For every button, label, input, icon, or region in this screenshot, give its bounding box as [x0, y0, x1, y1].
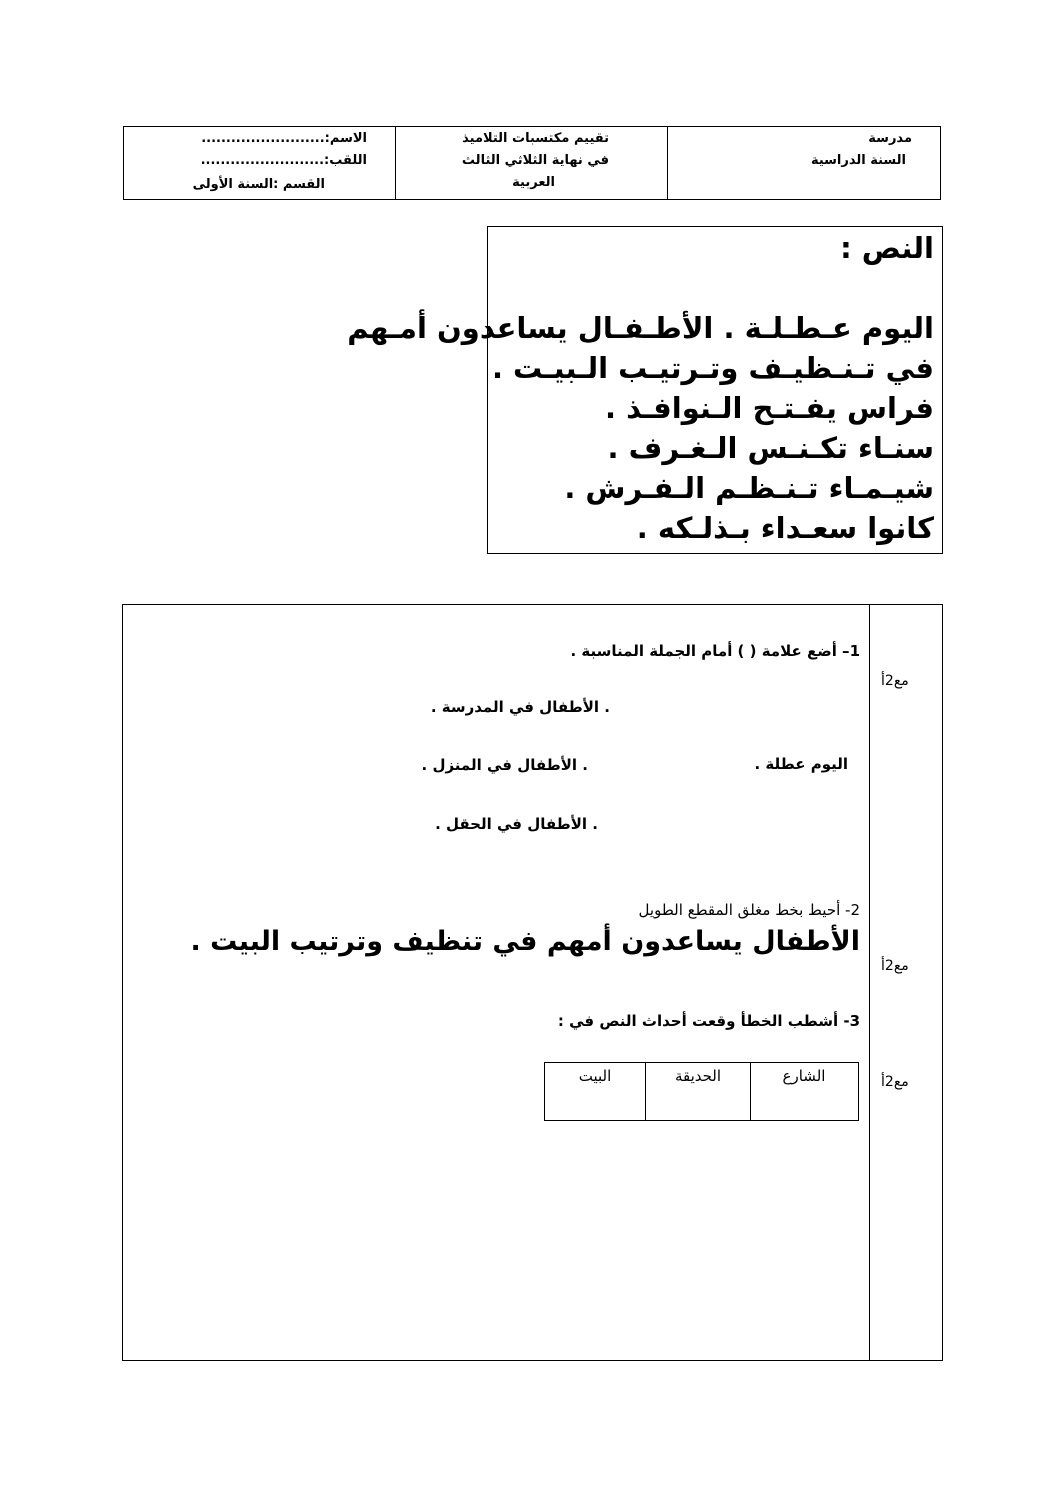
criterion-label: مع2أ	[881, 958, 909, 974]
criterion-label: مع2أ	[881, 673, 909, 689]
question-1-prompt: 1– أضع علامة ( ) أمام الجملة المناسبة .	[570, 642, 860, 660]
school-year-label: السنة الدراسية	[810, 153, 906, 168]
criterion-label: مع2أ	[881, 1074, 909, 1090]
assessment-title: تقييم مكتسبات التلاميذ	[462, 131, 609, 146]
text-line: كانوا سعـداء بـذلـكه .	[636, 511, 934, 545]
place-cell-street[interactable]: الشارع	[782, 1067, 826, 1085]
name-field: الاسم:.........................	[201, 131, 367, 146]
criteria-column-divider	[869, 604, 870, 1361]
text-line: فراس يفـتـح الـنوافـذ .	[605, 391, 934, 425]
school-label: مدرسة	[868, 131, 912, 146]
places-table	[544, 1062, 859, 1121]
question-3-prompt: 3- أشطب الخطأ وقعت أحداث النص في :	[557, 1012, 860, 1030]
assessment-period: في نهاية الثلاثي الثالث	[461, 153, 609, 168]
text-title: النص :	[840, 231, 934, 265]
header-table	[123, 126, 941, 200]
student-info-cell	[124, 127, 396, 199]
school-info-cell	[668, 127, 942, 199]
q1-option-holiday[interactable]: اليوم عطلة .	[754, 755, 848, 773]
q1-option-school[interactable]: . الأطفال في المدرسة .	[430, 698, 610, 716]
reading-text-box	[347, 226, 943, 554]
q1-option-field[interactable]: . الأطفال في الحقل .	[435, 815, 598, 833]
class-field: القسم :السنة الأولى	[192, 177, 325, 192]
text-line: شيـمـاء تـنـظـم الـفـرش .	[564, 471, 934, 505]
exercises-box	[122, 604, 943, 1361]
text-line: اليوم عـطـلـة . الأطـفـال يساعدون أمـهم	[347, 311, 934, 345]
q1-option-home[interactable]: . الأطفال في المنزل .	[421, 756, 588, 774]
question-2-prompt: 2- أحيط بخط مغلق المقطع الطويل	[638, 901, 860, 919]
question-2-sentence[interactable]: الأطفال يساعدون أمهم في تنظيف وترتيب البيت .	[190, 926, 860, 957]
place-cell-garden[interactable]: الحديقة	[646, 1063, 751, 1120]
text-line: في تـنـظيـف وتـرتيـب الـبيـت .	[491, 351, 934, 385]
place-cell-house[interactable]: البيت	[545, 1063, 646, 1120]
subject-label: العربية	[512, 175, 555, 190]
surname-field: اللقب:.........................	[200, 153, 367, 168]
text-line: سنـاء تكـنـس الـغـرف .	[607, 431, 934, 465]
assessment-title-cell	[396, 127, 668, 199]
